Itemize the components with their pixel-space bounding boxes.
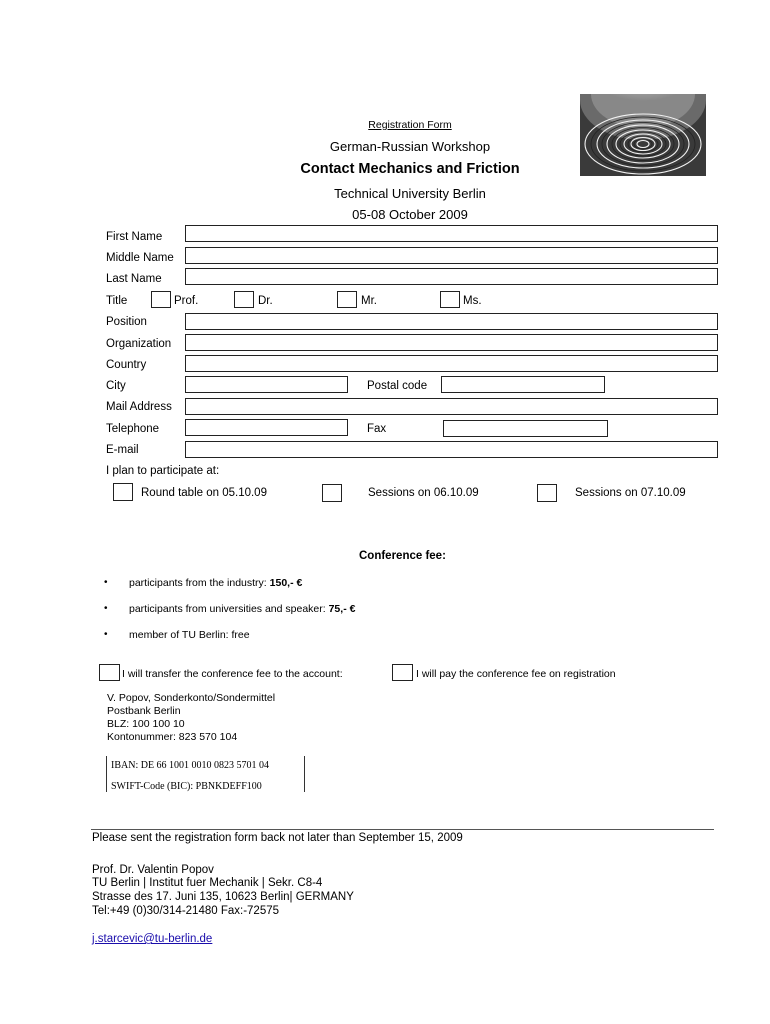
fee-item-universities: [129, 603, 355, 615]
fee-item-text: participants from the industry:: [129, 577, 270, 589]
page-title: Contact Mechanics and Friction: [300, 161, 520, 177]
telephone-label: Telephone: [106, 423, 160, 435]
postal-code-label: Postal code: [367, 380, 428, 392]
sessions-0710-checkbox[interactable]: [537, 484, 557, 502]
participation-intro: I plan to participate at:: [106, 465, 220, 477]
bullet-icon: •: [104, 577, 108, 588]
title-mr-checkbox[interactable]: [337, 291, 357, 308]
round-table-label: Round table on 05.10.09: [141, 487, 267, 499]
account-number: Kontonummer: 823 570 104: [107, 731, 238, 743]
position-field[interactable]: [185, 313, 718, 330]
city-field[interactable]: [185, 376, 348, 393]
fee-item-amount: 75,- €: [328, 603, 356, 615]
title-ms-checkbox[interactable]: [440, 291, 460, 308]
sessions-0610-checkbox[interactable]: [322, 484, 342, 502]
title-dr-checkbox[interactable]: [234, 291, 254, 308]
fee-item-industry: [129, 577, 302, 589]
contact-rings-image: [580, 94, 706, 176]
title-ms-label: Ms.: [463, 295, 482, 307]
fee-item-amount: 150,- €: [269, 577, 303, 589]
form-label: Registration Form: [368, 119, 452, 131]
middle-name-field[interactable]: [185, 247, 718, 264]
position-label: Position: [106, 316, 147, 328]
title-label: Title: [106, 295, 128, 307]
bullet-icon: •: [104, 603, 108, 614]
workshop-name: German-Russian Workshop: [329, 139, 491, 154]
contact-address: Strasse des 17. Juni 135, 10623 Berlin| GERMANY: [92, 891, 354, 903]
first-name-label: First Name: [106, 231, 163, 243]
contact-institute: TU Berlin | Institut fuer Mechanik | Sekr. C8-4: [92, 877, 323, 889]
organization-field[interactable]: [185, 334, 718, 351]
transfer-label: I will transfer the conference fee to the account:: [122, 668, 343, 680]
last-name-label: Last Name: [106, 273, 162, 285]
last-name-field[interactable]: [185, 268, 718, 285]
transfer-checkbox[interactable]: [99, 664, 120, 681]
fax-field[interactable]: [443, 420, 608, 437]
contact-email-link[interactable]: j.starcevic@tu-berlin.de: [92, 933, 213, 945]
deadline-note: Please sent the registration form back not later than September 15, 2009: [92, 832, 463, 844]
bullet-icon: •: [104, 629, 108, 640]
city-label: City: [106, 380, 126, 392]
mail-address-label: Mail Address: [106, 401, 172, 413]
country-field[interactable]: [185, 355, 718, 372]
account-blz: BLZ: 100 100 10: [107, 718, 185, 730]
country-label: Country: [106, 359, 147, 371]
pay-on-registration-label: I will pay the conference fee on registration: [416, 668, 616, 680]
first-name-field[interactable]: [185, 225, 718, 242]
fee-item-tu-member: member of TU Berlin: free: [129, 629, 250, 641]
iban: IBAN: DE 66 1001 0010 0823 5701 04: [111, 760, 270, 771]
postal-code-field[interactable]: [441, 376, 605, 393]
workshop-dates: 05-08 October 2009: [352, 207, 468, 222]
title-prof-label: Prof.: [174, 295, 199, 307]
title-prof-checkbox[interactable]: [151, 291, 171, 308]
swift-code: SWIFT-Code (BIC): PBNKDEFF100: [111, 781, 262, 792]
middle-name-label: Middle Name: [106, 252, 174, 264]
pay-on-registration-checkbox[interactable]: [392, 664, 413, 681]
telephone-field[interactable]: [185, 419, 348, 436]
title-dr-label: Dr.: [258, 295, 273, 307]
sessions-0710-label: Sessions on 07.10.09: [575, 487, 686, 499]
sessions-0610-label: Sessions on 06.10.09: [368, 487, 479, 499]
contact-name: Prof. Dr. Valentin Popov: [92, 864, 214, 876]
fax-label: Fax: [367, 423, 387, 435]
organization-label: Organization: [106, 338, 172, 350]
mail-address-field[interactable]: [185, 398, 718, 415]
email-label: E-mail: [106, 444, 139, 456]
divider: [91, 829, 714, 830]
email-field[interactable]: [185, 441, 718, 458]
title-mr-label: Mr.: [361, 295, 377, 307]
fee-item-text: participants from universities and speaker:: [129, 603, 329, 615]
account-holder: V. Popov, Sonderkonto/Sondermittel: [107, 692, 276, 704]
university-name: Technical University Berlin: [334, 186, 486, 201]
round-table-checkbox[interactable]: [113, 483, 133, 501]
fee-heading: Conference fee:: [359, 550, 446, 562]
account-bank: Postbank Berlin: [107, 705, 181, 717]
contact-phone: Tel:+49 (0)30/314-21480 Fax:-72575: [92, 905, 280, 917]
